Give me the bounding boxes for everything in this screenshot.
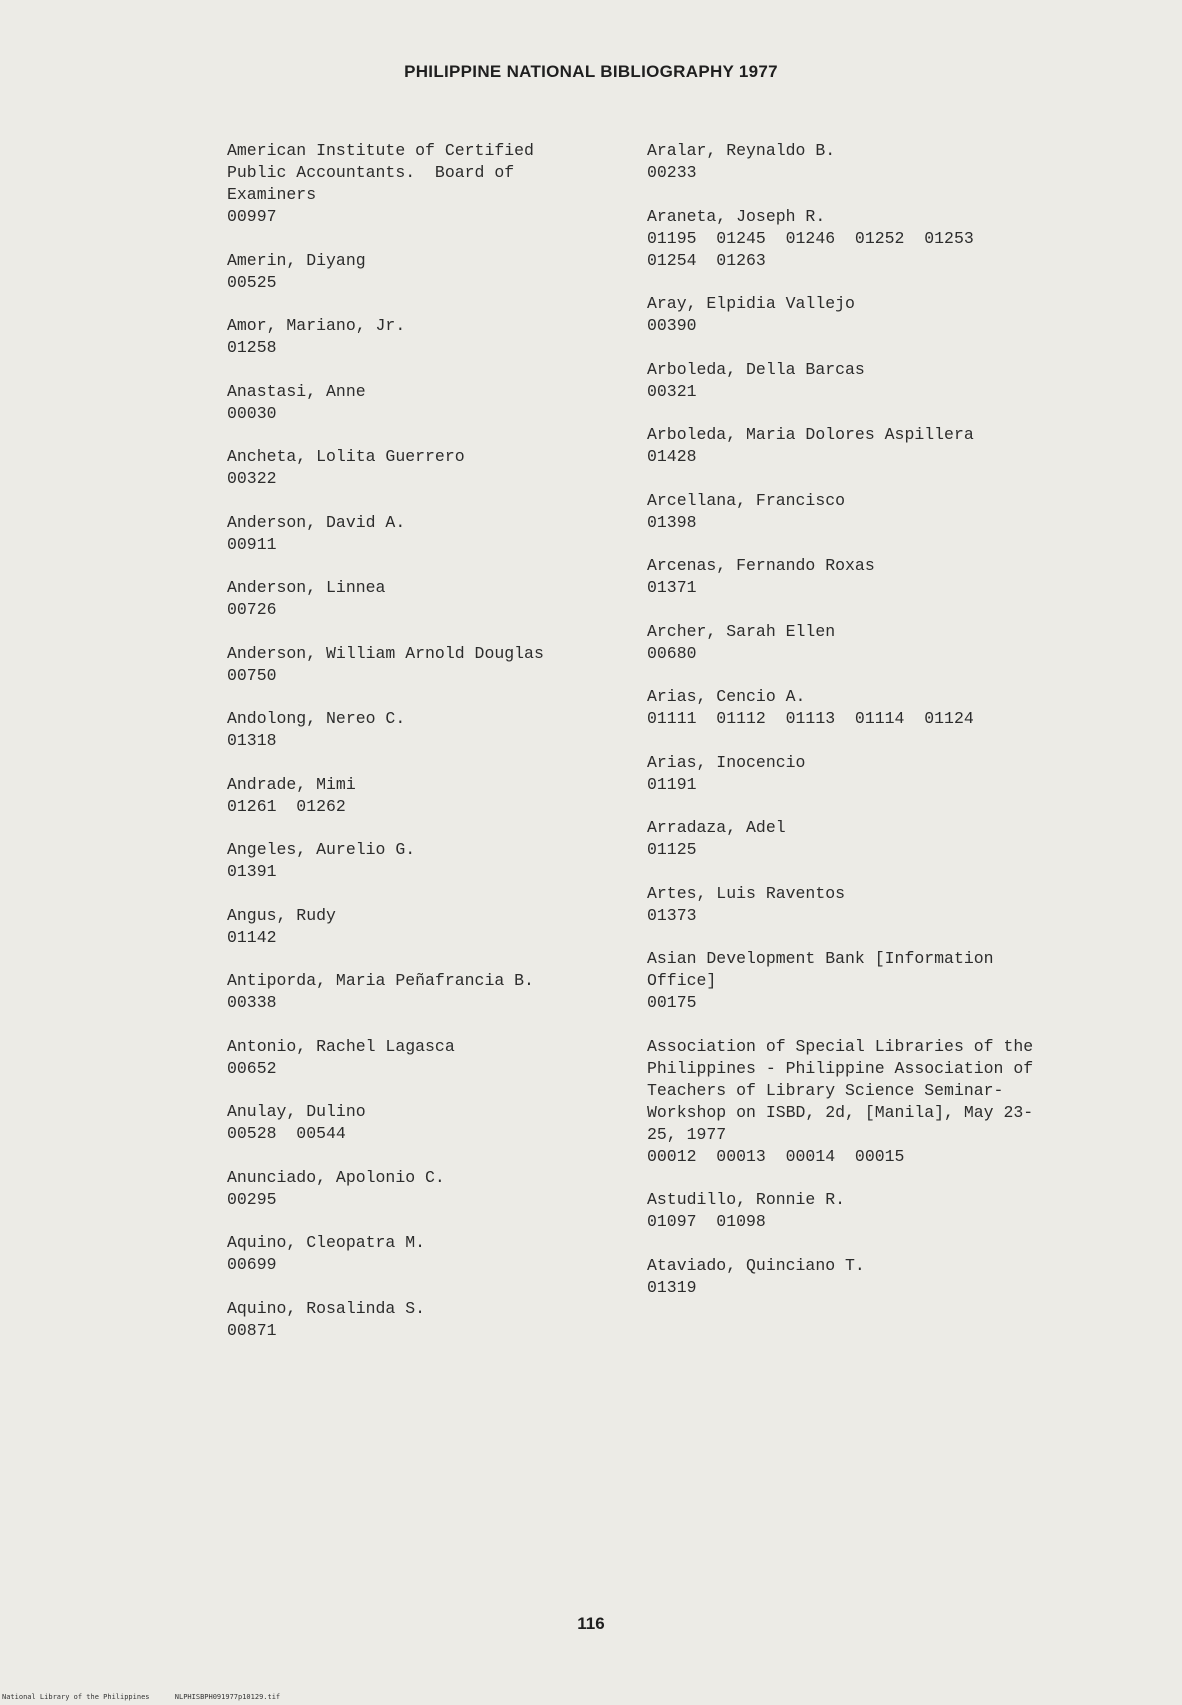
entry-numbers: 01318 [227,731,277,750]
author-name: Aray, Elpidia Vallejo [647,294,855,313]
author-name: Anderson, William Arnold Douglas [227,643,544,663]
index-entry [647,686,1087,730]
author-name: Ataviado, Quinciano T. [647,1255,865,1275]
entry-numbers: 00652 [227,1058,277,1078]
entry-numbers: 01258 [227,338,277,357]
author-name: Angeles, Aurelio G. [227,840,416,859]
author-name: Arias, Cencio A. [647,687,806,706]
entry-numbers: 00322 [227,469,277,488]
author-name: American Institute of Certified Public Accountants. Board of Examiners [227,141,534,204]
author-name: Asian Development Bank [Information Office] [647,949,994,990]
index-entry [647,140,1087,184]
author-name: Archer, Sarah Ellen [647,621,836,641]
index-entry [647,752,1087,796]
author-name: Andolong, Nereo C. [227,709,406,728]
entry-numbers: 01428 [647,447,697,466]
entry-numbers: 00175 [647,993,697,1012]
index-entry [227,774,647,818]
entry-numbers: 00030 [227,403,277,423]
index-entry [227,1232,647,1276]
author-name: Angus, Rudy [227,905,336,925]
entry-numbers: 01261 01262 [227,796,346,816]
author-name: Arboleda, Della Barcas [647,359,865,379]
author-name: Anderson, Linnea [227,578,386,597]
entry-numbers: 00295 [227,1189,277,1209]
author-name: Andrade, Mimi [227,774,356,794]
index-entry [647,555,1087,599]
author-name: Aquino, Cleopatra M. [227,1233,426,1252]
entry-numbers: 00680 [647,643,697,663]
index-entry [647,490,1087,534]
index-entry [227,1167,647,1211]
index-entry [647,1255,1087,1299]
index-entry [227,1298,647,1342]
author-name: Anunciado, Apolonio C. [227,1167,445,1187]
author-name: Amor, Mariano, Jr. [227,316,406,335]
author-name: Artes, Luis Raventos [647,883,846,903]
author-name: Arcellana, Francisco [647,490,846,510]
author-name: Araneta, Joseph R. [647,206,826,226]
index-column-left [227,140,647,1363]
entry-numbers: 01125 [647,840,697,859]
index-entry [647,359,1087,403]
index-entry [227,839,647,883]
author-name: Aquino, Rosalinda S. [227,1298,426,1318]
entry-numbers: 00871 [227,1320,277,1340]
entry-numbers: 01371 [647,578,697,597]
entry-numbers: 00338 [227,993,277,1012]
index-entry [227,381,647,425]
entry-numbers: 01391 [227,862,277,881]
index-entry [227,1101,647,1145]
entry-numbers: 00911 [227,534,277,554]
entry-numbers: 00699 [227,1255,277,1274]
page-number: 116 [577,1614,605,1633]
author-name: Arradaza, Adel [647,818,786,837]
index-entry [647,1189,1087,1233]
index-entry [227,970,647,1014]
entry-numbers: 00726 [227,600,277,619]
scan-footer: National Library of the Philippines NLPHISBPH091977p10129.tif [2,1693,281,1701]
entry-numbers: 00528 00544 [227,1124,346,1143]
author-name: Arboleda, Maria Dolores Aspillera [647,425,974,444]
index-entry [227,512,647,556]
entry-numbers: 01111 01112 01113 01114 01124 [647,709,974,728]
entry-numbers: 00233 [647,163,697,182]
author-name: Antonio, Rachel Lagasca [227,1036,455,1056]
index-entry [647,883,1087,927]
index-entry [647,948,1087,1014]
entry-numbers: 01398 [647,512,697,532]
page-title: PHILIPPINE NATIONAL BIBLIOGRAPHY 1977 [404,62,778,81]
entry-numbers: 00997 [227,207,277,226]
index-entry [647,621,1087,665]
author-name: Arcenas, Fernando Roxas [647,556,875,575]
index-entry [647,1036,1087,1168]
entry-numbers: 01142 [227,927,277,947]
entry-numbers: 01195 01245 01246 01252 01253 01254 01263 [647,228,974,270]
index-entry [647,206,1087,272]
index-entry [647,424,1087,468]
index-entry [647,293,1087,337]
author-name: Amerin, Diyang [227,250,366,270]
index-entry [647,817,1087,861]
author-name: Anderson, David A. [227,512,406,532]
entry-numbers: 01191 [647,774,697,794]
author-name: Anulay, Dulino [227,1102,366,1121]
index-entry [227,1036,647,1080]
entry-numbers: 00012 00013 00014 00015 [647,1146,905,1166]
index-entry [227,577,647,621]
entry-numbers: 00390 [647,316,697,335]
author-name: Aralar, Reynaldo B. [647,141,836,160]
index-entry [227,643,647,687]
index-column-right [647,140,1087,1320]
entry-numbers: 01373 [647,905,697,925]
entry-numbers: 00321 [647,381,697,401]
entry-numbers: 00750 [227,665,277,685]
index-entry [227,250,647,294]
author-name: Association of Special Libraries of the Philippines - Philippine Association of Teachers of Library Science Seminar- Workshop on ISBD, 2d, [Manila], May 23- 25, 1977 [647,1036,1034,1144]
index-entry [227,905,647,949]
entry-numbers: 00525 [227,272,277,292]
index-entry [227,140,647,228]
author-name: Antiporda, Maria Peñafrancia B. [227,971,534,990]
entry-numbers: 01319 [647,1277,697,1297]
author-name: Astudillo, Ronnie R. [647,1190,846,1209]
author-name: Anastasi, Anne [227,381,366,401]
index-entry [227,315,647,359]
entry-numbers: 01097 01098 [647,1212,766,1231]
author-name: Ancheta, Lolita Guerrero [227,447,465,466]
index-entry [227,708,647,752]
index-entry [227,446,647,490]
author-name: Arias, Inocencio [647,752,806,772]
